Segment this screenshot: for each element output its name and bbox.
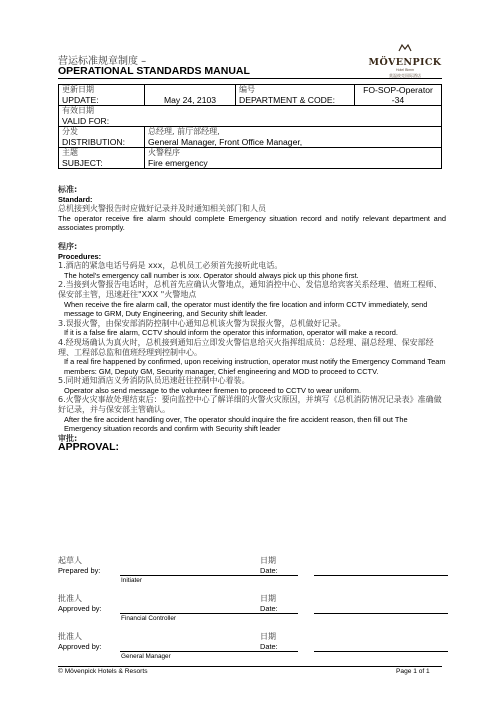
approve1-label-cn: 批准人 [58, 594, 82, 603]
update-label-en: UPDATE: [62, 95, 99, 105]
approve1-date-label-cn: 日期 [260, 594, 276, 603]
prepared-date-line[interactable] [314, 575, 448, 576]
step-6-cn: 6.火警火灾事故处理结束后：要向监控中心了解详细的火警火灾原因，并填写《总机消防情况记录表》准确做好记录，并与保安部主管确认。 [58, 395, 442, 415]
valid-label-en: VALID FOR: [62, 116, 110, 126]
step-5-cn: 5.同时通知酒店义务消防队员迅速赶往控制中心着装。 [58, 376, 250, 386]
subject-label-en: SUBJECT: [62, 158, 103, 168]
procedures-heading-en: Procedures: [58, 251, 102, 261]
footer-copyright: © Mövenpick Hotels & Resorts [58, 668, 148, 675]
subject-label-cn: 主题 [62, 148, 78, 157]
step-4-cn: 4.经现场确认为真火时，总机接到通知后立即发火警信息给灭火指挥组成员：总经理、副总经理、保安部经理、工程部总监和值班经理到控制中心。 [58, 337, 434, 357]
standard-heading-cn: 标准: [58, 185, 78, 194]
valid-for-cell [59, 106, 442, 127]
table-row [59, 127, 442, 148]
step-4-en: If a real fire happened by confirmed, upon receiving instruction, operator must notify the Emergency Command Team members: GM, Deputy GM, Security manager, Chief engineering and MOD to proceed to CCTV. [64, 357, 446, 376]
update-value: May 24, 2103 [163, 95, 217, 105]
approval-heading-en: APPROVAL: [58, 441, 120, 454]
approve2-role: General Manager [121, 653, 171, 660]
step-3-en: If it is a false fire alarm, CCTV should inform the operator this information, operator will make a record. [64, 328, 398, 338]
dept-label-en: DEPARTMENT & CODE: [239, 95, 335, 105]
subject-value-cell [145, 148, 442, 169]
step-1-cn: 1.酒店的紧急电话号码是 xxx，总机员工必须首先接听此电话。 [58, 261, 283, 271]
distribution-label-en: DISTRIBUTION: [62, 137, 126, 147]
document-info-table [58, 84, 442, 169]
prepared-label-en: Prepared by: [58, 566, 101, 575]
table-row [59, 148, 442, 169]
valid-label-cn: 有效日期 [62, 106, 94, 115]
table-row [59, 85, 442, 106]
step-3-cn: 3.误报火警，由保安部消防控制中心通知总机该火警为误报火警，总机做好记录。 [58, 318, 346, 328]
prepared-date-label-cn: 日期 [260, 556, 276, 565]
approve2-date-line[interactable] [314, 651, 448, 652]
logo-cn-text: 莫温彼克国际酒店 [389, 73, 421, 78]
dept-label-cn: 编号 [239, 85, 255, 94]
spacer [58, 233, 446, 242]
distribution-value-cn: 总经理, 前厅部经理, [148, 127, 220, 136]
approve2-label-cn: 批准人 [58, 632, 82, 641]
manual-title-cn: 营运标准规章制度 – [58, 56, 147, 67]
prepared-role: Initiater [121, 577, 142, 584]
movenpick-logo [366, 40, 444, 78]
step-6-en: After the fire accident handling over, The operator should inquire the fire accident reason, then fill out The Emergency situation records and confirm with Security shift leader [64, 414, 408, 434]
subject-value-en: Fire emergency [148, 158, 208, 168]
subject-value-cn: 火警程序 [148, 148, 180, 157]
standard-text-en: The operator receive fire alarm should complete Emergency situation record and notify relevant department and associates promptly. [58, 213, 446, 233]
prepared-date-label-en: Date: [260, 566, 278, 575]
approval-heading-cn: 审批: [58, 433, 78, 443]
logo-brand-text: MÖVENPICK [368, 57, 442, 68]
procedures-heading-cn: 程序: [58, 241, 78, 251]
distribution-label-cell [59, 127, 145, 148]
update-label-cell [59, 85, 145, 106]
approve2-label-en: Approved by: [58, 642, 102, 651]
dept-label-cell [236, 85, 355, 106]
document-body [58, 185, 446, 453]
footer-divider [58, 666, 442, 667]
table-row [59, 106, 442, 127]
manual-title-en: OPERATIONAL STANDARDS MANUAL [58, 65, 250, 77]
header-divider [58, 78, 442, 79]
approve1-label-en: Approved by: [58, 604, 102, 613]
update-value-cell [145, 85, 236, 106]
approve1-role: Financial Controller [121, 615, 177, 622]
step-1-en: The hotel's emergency call number is xxx. Operator should always pick up this phone first. [64, 270, 359, 280]
prepared-label-cn: 起草人 [58, 556, 82, 565]
footer-page-number: Page 1 of 1 [396, 668, 430, 675]
standard-heading-en: Standard: [58, 194, 93, 204]
step-2-cn: 2.当接到火警报告电话时，总机首先应确认火警地点，通知消控中心、发信息给宾客关系经理、值班工程师、保安部主管，迅速赶往"XXX "火警地点 [58, 280, 442, 299]
standard-text-cn: 总机接到火警报告时应做好记录并及时通知相关部门和人员 [58, 204, 266, 214]
logo-emblem-icon [398, 43, 412, 53]
step-2-en: When receive the fire alarm call, the operator must identify the fire location and inform CCTV immediately, send message to GRM, Duty Engineering, and Security shift leader. [64, 299, 428, 319]
logo-sub-text: Hotel Bimm [395, 68, 415, 72]
approve2-date-label-cn: 日期 [260, 632, 276, 641]
code-value-cell [355, 85, 442, 106]
step-5-en: Operator also send message to the volunteer firemen to proceed to CCTV to wear uniform. [64, 385, 362, 395]
distribution-label-cn: 分发 [62, 127, 78, 136]
update-label-cn: 更新日期 [62, 85, 94, 94]
subject-label-cell [59, 148, 145, 169]
distribution-value-cell [145, 127, 442, 148]
approve2-date-label-en: Date: [260, 642, 278, 651]
distribution-value-en: General Manager, Front Office Manager, [148, 137, 303, 147]
approve1-date-line[interactable] [314, 613, 448, 614]
approve1-date-label-en: Date: [260, 604, 278, 613]
code-value: FO-SOP-Operator -34 [363, 85, 433, 105]
